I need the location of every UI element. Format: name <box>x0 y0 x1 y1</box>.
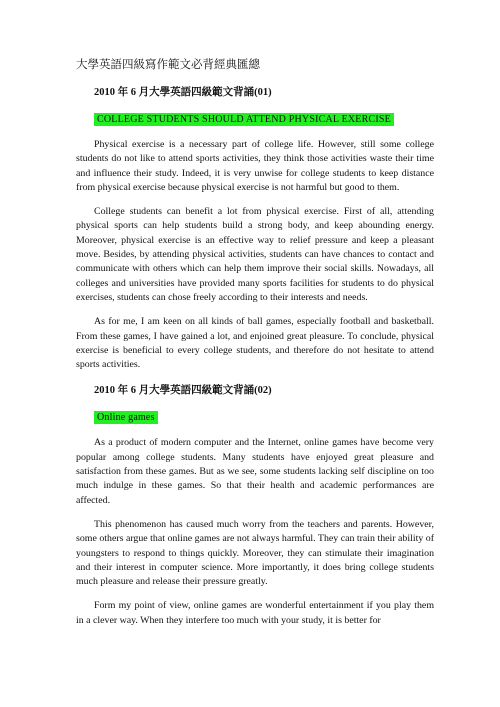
section-heading: 2010 年 6 月大學英語四級範文背誦(01) <box>94 87 272 98</box>
essay-paragraph: This phenomenon has caused much worry from the teachers and parents. However, some others argue that online games are not always harmful. They can train their ability of youngsters to respond to things quickly. Moreover, they can stimulate their imagination and their interest in computer science. More importantly, it does bring college students much pleasure and release their pressure greatly. <box>76 518 434 588</box>
essay-paragraph: Physical exercise is a necessary part of college life. However, still some college students do not like to attend sports activities, they think those activities waste their time and influence their study. Indeed, it is very unwise for college students to keep distance from physical exercise because physical exercise is not harmful but good to them. <box>76 139 434 193</box>
document-title: 大學英語四級寫作範文必背經典匯總 <box>76 59 260 71</box>
essay-section-01 <box>76 84 434 372</box>
section-heading: 2010 年 6 月大學英語四級範文背誦(02) <box>94 385 272 397</box>
essay-paragraph: As a product of modern computer and the Internet, online games have become very popular among college students. Many students have enjoyed great pleasure and satisfaction from these games. But as we see, some students lacking self discipline on too much indulge in these games. So that their health and academic performances are affected. <box>76 437 434 506</box>
essay-paragraph: College students can benefit a lot from physical exercise. First of all, attending physical sports can help students build a strong body, and keep abounding energy. Moreover, physical exercise is an effective way to relief pressure and keep a pleasant move. Besides, by attending physical activities, students can have chances to contact and communicate with others which can help them improve their social skills. Nowadays, all colleges and universities have provided many sports facilities for students to do physical exercises, students can chose freely according to their interests and needs. <box>76 206 434 303</box>
essay-paragraph: Form my point of view, online games are wonderful entertainment if you play them in a clever way. When they interfere too much with your study, it is better for <box>76 600 434 626</box>
essay-topic: Online games <box>94 411 158 424</box>
essay-paragraph: As for me, I am keen on all kinds of ball games, especially football and basketball. From these games, I have gained a lot, and enjoined great pleasure. To conclude, physical exercise is beneficial to every college students, and therefore do not hesitate to attend sports activities. <box>76 316 434 371</box>
essay-section-02 <box>76 382 434 628</box>
essay-topic: COLLEGE STUDENTS SHOULD ATTEND PHYSICAL EXERCISE <box>94 113 394 126</box>
